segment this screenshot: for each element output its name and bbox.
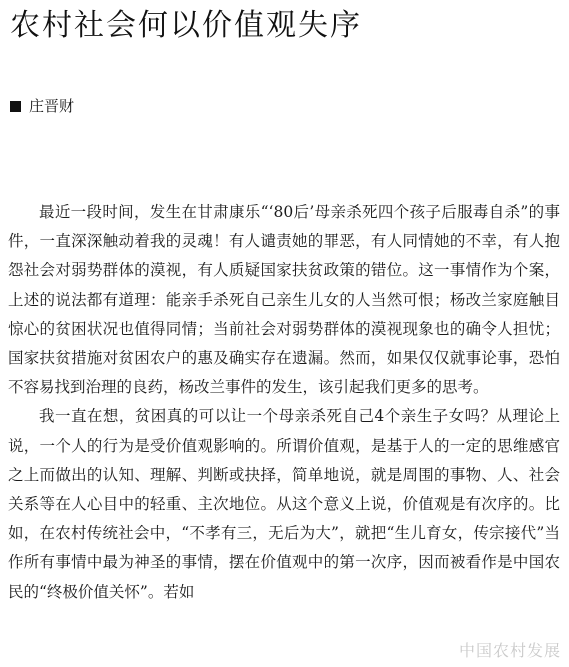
author-name: 庄晋财 — [29, 97, 75, 115]
paragraph-1: 最近一段时间，发生在甘肃康乐“‘80后’母亲杀死四个孩子后服毒自杀”的事件，一直深深触动着我的灵魂！有人谴责她的罪恶，有人同情她的不幸，有人抱怨社会对弱势群体的漠视，有人质疑国家扶贫政策的错位。这一事情作为个案，上述的说法都有道理：能亲手杀死自己亲生儿女的人当然可恨；杨改兰家庭触目惊心的贫困状况也值得同情；当前社会对弱势群体的漠视现象也的确令人担忧；国家扶贫措施对贫困农户的惠及确实存在遗漏。然而，如果仅仅就事论事，恐怕不容易找到治理的良药，杨改兰事件的发生，该引起我们更多的思考。 — [8, 203, 560, 397]
byline — [10, 95, 74, 117]
watermark-text: 中国农村发展 — [458, 641, 561, 660]
article-title: 农村社会何以价值观失序 — [10, 8, 362, 43]
square-bullet-icon — [10, 101, 21, 112]
paragraph-2: 我一直在想，贫困真的可以让一个母亲杀死自己4个亲生子女吗？从理论上说，一个人的行为是受价值观影响的。所谓价值观，是基于人的一定的思维感官之上而做出的认知、理解、判断或抉择，简单地说，就是周围的事物、人、社会关系等在人心目中的轻重、主次地位。从这个意义上说，价值观是有次序的。比如，在农村传统社会中，“不孝有三，无后为大”，就把“生儿育女，传宗接代”当作所有事情中最为神圣的事情，摆在价值观中的第一次序，因而被看作是中国农民的“终极价值关怀”。若如 — [8, 407, 560, 601]
article-body — [8, 198, 560, 607]
